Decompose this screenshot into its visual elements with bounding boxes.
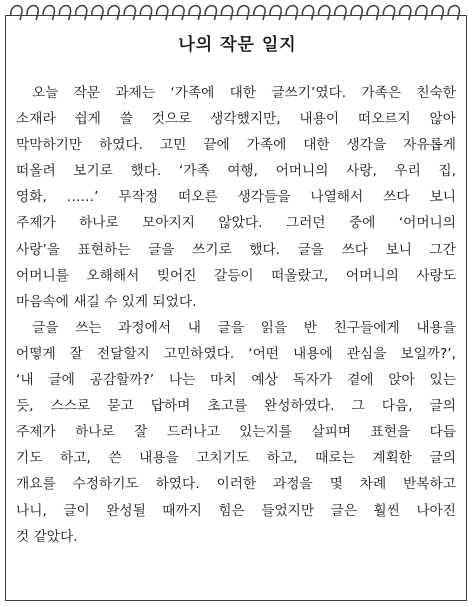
text-line: 마음속에 새길 수 있게 되었다. xyxy=(16,293,197,310)
ring-icon xyxy=(221,6,232,20)
ring-icon xyxy=(59,6,70,20)
ring-icon xyxy=(367,6,378,20)
ring-icon xyxy=(302,6,313,20)
ring-icon xyxy=(27,6,38,20)
text-line: 듯, 스스로 묻고 답하며 초고를 완성하였다. 그 다음, 글의 xyxy=(16,398,456,415)
text-line: 소재라 쉽게 쓸 것으로 생각했지만, 내용이 떠오르지 않아 xyxy=(16,111,456,128)
ring-icon xyxy=(124,6,135,20)
ring-icon xyxy=(432,6,443,20)
text-line: 막막하기만 하였다. 고민 끝에 가족에 대한 생각을 자유롭게 xyxy=(16,137,456,154)
text-line: 영화, ……’ 무작정 떠오른 생각들을 나열해서 쓰다 보니 xyxy=(16,189,456,206)
ring-icon xyxy=(319,6,330,20)
ring-icon xyxy=(11,6,22,20)
spiral-binding-icon xyxy=(4,0,464,26)
text-line: 것 같았다. xyxy=(16,528,78,545)
journal-body xyxy=(16,80,456,550)
ring-icon xyxy=(157,6,168,20)
text-line: 글을 쓰는 과정에서 내 글을 읽을 반 친구들에게 내용을 xyxy=(32,319,456,336)
ring-icon xyxy=(238,6,249,20)
ring-icon xyxy=(335,6,346,20)
ring-icon xyxy=(351,6,362,20)
text-line: 어떻게 잘 전달할지 고민하였다. ‘어떤 내용에 관심을 보일까?’, xyxy=(16,345,456,362)
ring-icon xyxy=(205,6,216,20)
ring-icon xyxy=(43,6,54,20)
text-line: 개요를 수정하기도 하였다. 이러한 과정을 몇 차례 반복하고 xyxy=(16,476,456,493)
ring-icon xyxy=(254,6,265,20)
text-line: ‘내 글에 공감할까?’ 나는 마치 예상 독자가 곁에 앉아 있는 xyxy=(16,372,456,389)
text-line: 나니, 글이 완성될 때까지 힘은 들었지만 글은 훨씬 나아진 xyxy=(16,502,456,519)
ring-icon xyxy=(140,6,151,20)
paragraph-2 xyxy=(16,315,456,550)
text-line: 오늘 작문 과제는 ‘가족에 대한 글쓰기’였다. 가족은 친숙한 xyxy=(32,85,456,101)
ring-icon xyxy=(189,6,200,20)
ring-icon xyxy=(76,6,87,20)
ring-icon xyxy=(400,6,411,20)
ring-icon xyxy=(416,6,427,20)
ring-icon xyxy=(270,6,281,20)
ring-icon xyxy=(92,6,103,20)
text-line: 사랑’을 표현하는 글을 쓰기로 했다. 글을 쓰다 보니 그간 xyxy=(16,241,456,258)
ring-icon xyxy=(108,6,119,20)
ring-icon xyxy=(286,6,297,20)
paragraph-1 xyxy=(16,80,456,315)
ring-icon xyxy=(448,6,459,20)
text-line: 주제가 하나로 잘 드러나고 있는지를 살피며 표현을 다듬 xyxy=(16,424,456,441)
ring-icon xyxy=(173,6,184,20)
page-title: 나의 작문 일지 xyxy=(178,35,297,55)
text-line: 떠올려 보기로 했다. ‘가족 여행, 어머니의 사랑, 우리 집, xyxy=(16,163,456,180)
ring-icon xyxy=(383,6,394,20)
text-line: 어머니를 오해해서 빚어진 갈등이 떠올랐고, 어머니의 사랑도 xyxy=(16,267,456,284)
text-line: 주제가 하나로 모아지지 않았다. 그러던 중에 ‘어머니의 xyxy=(16,215,456,232)
text-line: 기도 하고, 쓴 내용을 고치기도 하고, 때로는 계획한 글의 xyxy=(16,450,456,467)
